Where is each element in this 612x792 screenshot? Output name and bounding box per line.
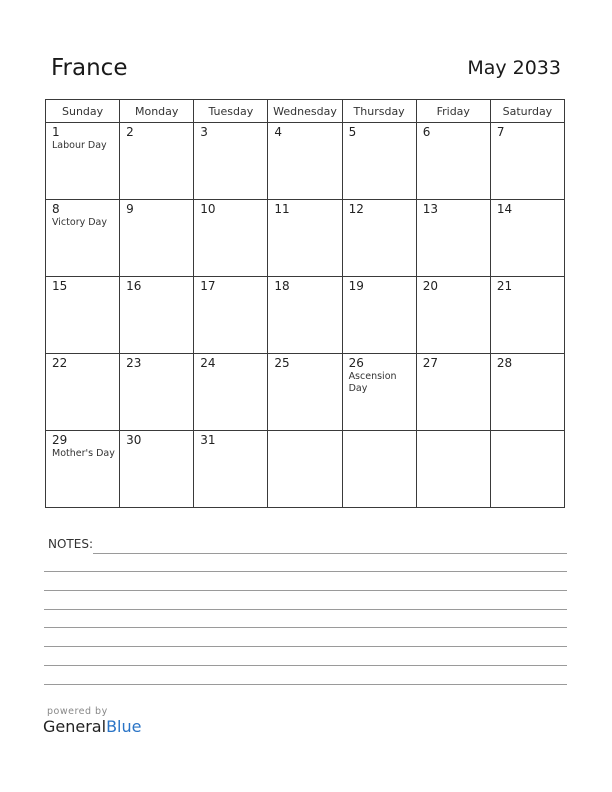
day-cell: [268, 277, 342, 354]
brand-general: General: [43, 717, 107, 736]
country-title: France: [51, 55, 128, 81]
day-cell: [490, 354, 564, 431]
weekday-header: Monday: [120, 100, 194, 123]
note-line: [44, 571, 567, 572]
day-number: 31: [200, 433, 216, 447]
day-number: 16: [126, 279, 142, 293]
day-cell: [46, 354, 120, 431]
day-number: 15: [52, 279, 68, 293]
day-number: 13: [422, 202, 438, 216]
day-cell: [342, 277, 416, 354]
powered-by-text: powered by: [47, 706, 108, 717]
day-cell: [342, 431, 416, 508]
week-row: [46, 354, 565, 431]
day-number: 2: [126, 125, 134, 139]
day-number: 29: [52, 433, 68, 447]
day-number: 9: [126, 202, 134, 216]
weekday-header: Thursday: [342, 100, 416, 123]
day-number: 18: [274, 279, 290, 293]
holiday-label: Victory Day: [52, 217, 107, 228]
day-cell: [46, 431, 120, 508]
holiday-label: Ascension Day: [348, 371, 397, 394]
note-line: [44, 609, 567, 610]
day-number: 12: [348, 202, 364, 216]
day-cell: [46, 123, 120, 200]
month-year-title: May 2033: [467, 57, 561, 79]
day-cell: [416, 354, 490, 431]
day-cell: [490, 200, 564, 277]
note-line: [44, 684, 567, 685]
day-cell: [416, 277, 490, 354]
day-cell: [342, 200, 416, 277]
notes-label: NOTES:: [48, 537, 93, 551]
day-cell: [268, 200, 342, 277]
note-line: [44, 646, 567, 647]
day-cell: [194, 123, 268, 200]
day-number: 22: [52, 356, 68, 370]
day-cell: [120, 431, 194, 508]
weekday-header: Tuesday: [194, 100, 268, 123]
day-number: 24: [200, 356, 216, 370]
calendar-grid: [45, 99, 565, 508]
week-row: [46, 277, 565, 354]
day-cell: [194, 200, 268, 277]
day-cell: [416, 200, 490, 277]
day-number: 23: [126, 356, 142, 370]
holiday-label: Labour Day: [52, 140, 107, 151]
note-line: [44, 665, 567, 666]
day-cell: [120, 277, 194, 354]
day-number: 20: [422, 279, 438, 293]
day-number: 28: [496, 356, 513, 370]
week-row: [46, 200, 565, 277]
day-number: 5: [348, 125, 357, 139]
day-number: 11: [274, 202, 290, 216]
day-number: 10: [200, 202, 216, 216]
day-cell: [342, 354, 416, 431]
week-row: [46, 431, 565, 508]
day-cell: [46, 200, 120, 277]
day-number: 8: [52, 202, 60, 216]
day-cell: [120, 200, 194, 277]
weekday-header: Friday: [416, 100, 490, 123]
holiday-label: Mother's Day: [52, 448, 115, 459]
weekday-header-row: [46, 100, 565, 123]
day-cell: [46, 277, 120, 354]
day-cell: [194, 431, 268, 508]
week-row: [46, 123, 565, 200]
day-number: 3: [200, 125, 208, 139]
day-cell: [268, 354, 342, 431]
day-number: 4: [274, 125, 283, 139]
day-cell: [268, 123, 342, 200]
day-cell: [194, 277, 268, 354]
day-number: 25: [274, 356, 290, 370]
day-number: 14: [496, 202, 513, 216]
day-cell: [416, 431, 490, 508]
day-cell: [490, 431, 564, 508]
note-line: [44, 627, 567, 628]
note-line: [44, 590, 567, 591]
brand-blue: Blue: [106, 717, 142, 736]
day-cell: [342, 123, 416, 200]
brand-logo: [43, 717, 141, 736]
day-cell: [194, 354, 268, 431]
day-cell: [416, 123, 490, 200]
day-cell: [120, 354, 194, 431]
day-number: 27: [422, 356, 438, 370]
day-cell: [490, 277, 564, 354]
day-number: 30: [126, 433, 142, 447]
day-cell: [490, 123, 564, 200]
weekday-header: Saturday: [490, 100, 564, 123]
day-number: 7: [496, 125, 505, 139]
weekday-header: Sunday: [46, 100, 120, 123]
day-number: 6: [422, 125, 431, 139]
day-number: 21: [496, 279, 513, 293]
note-line: [93, 553, 567, 554]
day-cell: [268, 431, 342, 508]
day-number: 26: [348, 356, 364, 370]
day-number: 17: [200, 279, 216, 293]
day-number: 1: [52, 125, 60, 139]
day-number: 19: [348, 279, 364, 293]
day-cell: [120, 123, 194, 200]
weekday-header: Wednesday: [268, 100, 342, 123]
